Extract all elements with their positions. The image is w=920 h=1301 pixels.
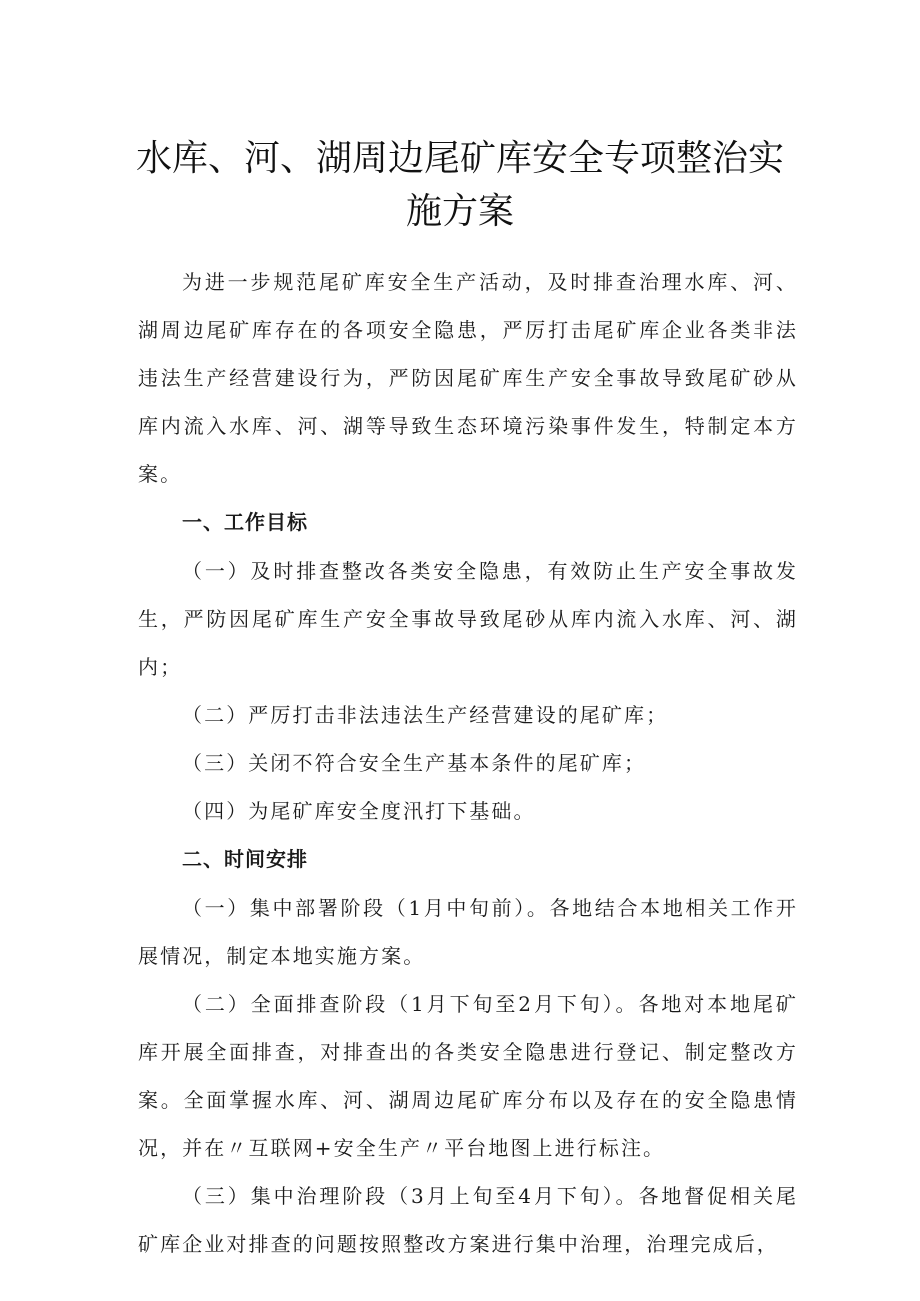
document-body — [138, 258, 798, 1268]
section-heading-goals: 一、工作目标 — [182, 510, 308, 534]
schedule-item: （一）集中部署阶段（1月中旬前）。各地结合本地相关工作开展情况，制定本地实施方案。 — [138, 896, 798, 968]
intro-paragraph: 为进一步规范尾矿库安全生产活动，及时排查治理水库、河、湖周边尾矿库存在的各项安全隐患，严厉打击尾矿库企业各类非法违法生产经营建设行为，严防因尾矿库生产安全事故导致尾矿砂从库内流入水库、河、湖等导致生态环境污染事件发生，特制定本方案。 — [138, 270, 798, 486]
goal-item: （四）为尾矿库安全度汛打下基础。 — [182, 799, 536, 823]
schedule-item: （三）集中治理阶段（3月上旬至4月下旬）。各地督促相关尾矿库企业对排查的问题按照整改方案进行集中治理，治理完成后， — [138, 1184, 798, 1256]
section-heading-schedule: 二、时间安排 — [182, 847, 308, 871]
goal-item: （二）严厉打击非法违法生产经营建设的尾矿库； — [182, 703, 669, 727]
document-title: 水库、河、湖周边尾矿库安全专项整治实施方案 — [135, 138, 784, 233]
goal-item: （三）关闭不符合安全生产基本条件的尾矿库； — [182, 751, 647, 775]
goal-item: （一）及时排查整改各类安全隐患，有效防止生产安全事故发生，严防因尾矿库生产安全事故导致尾砂从库内流入水库、河、湖内； — [138, 559, 798, 679]
schedule-item: （二）全面排查阶段（1月下旬至2月下旬）。各地对本地尾矿库开展全面排查，对排查出的各类安全隐患进行登记、制定整改方案。全面掌握水库、河、湖周边尾矿库分布以及存在的安全隐患情况，并在〃互联网+安全生产〃平台地图上进行标注。 — [138, 992, 798, 1160]
